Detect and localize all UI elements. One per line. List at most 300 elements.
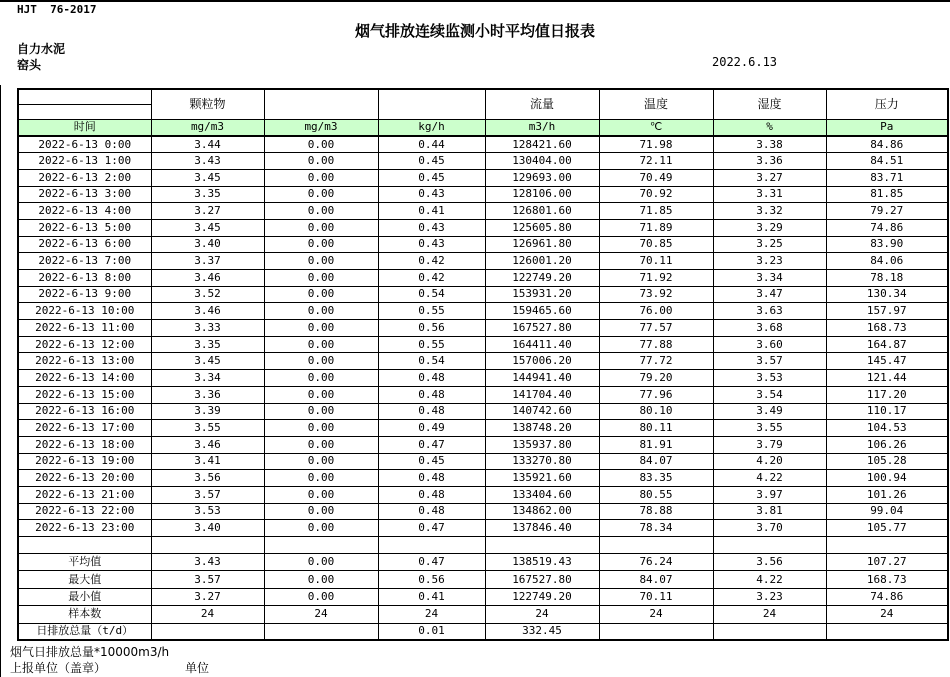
unit-time: 时间 [18,119,151,136]
cell: 0.00 [264,320,378,337]
cell: 0.00 [264,453,378,470]
cell: 164.87 [826,336,948,353]
header-flow: 流量 [485,89,599,119]
cell: 71.89 [599,219,713,236]
cell: 0.01 [378,623,485,640]
cell: 3.60 [713,336,826,353]
cell: 3.57 [151,571,264,588]
cell: 3.46 [151,270,264,287]
cell [826,537,948,554]
cell: 153931.20 [485,286,599,303]
cell: 2022-6-13 14:00 [18,370,151,387]
cell: 3.33 [151,320,264,337]
cell: 77.57 [599,320,713,337]
cell: 2022-6-13 5:00 [18,219,151,236]
cell: 0.45 [378,169,485,186]
cell: 122749.20 [485,588,599,605]
unit-m3h: m3/h [485,119,599,136]
cell: 3.44 [151,136,264,153]
header-time-top-cell [18,89,151,104]
cell: 2022-6-13 19:00 [18,453,151,470]
cell: 24 [378,606,485,623]
table-row [18,153,948,170]
cell: 4.22 [713,470,826,487]
cell: 日排放总量（t/d） [18,623,151,640]
cell: 0.00 [264,403,378,420]
cell: 2022-6-13 7:00 [18,253,151,270]
cell: 73.92 [599,286,713,303]
cell [713,623,826,640]
cell: 110.17 [826,403,948,420]
cell: 70.11 [599,588,713,605]
table-row [18,253,948,270]
cell: 3.34 [713,270,826,287]
cell: 80.11 [599,420,713,437]
cell: 0.48 [378,486,485,503]
unit-mgm3-2: mg/m3 [264,119,378,136]
cell: 0.55 [378,303,485,320]
cell: 3.34 [151,370,264,387]
summary-row [18,571,948,588]
cell: 2022-6-13 15:00 [18,386,151,403]
cell: 24 [713,606,826,623]
table-row [18,320,948,337]
cell: 3.27 [713,169,826,186]
summary-row [18,588,948,605]
cell: 84.86 [826,136,948,153]
report-date: 2022.6.13 [712,55,778,69]
cell: 2022-6-13 2:00 [18,169,151,186]
monitor-point-name: 窑头 [17,58,42,72]
cell: 164411.40 [485,336,599,353]
cell: 3.37 [151,253,264,270]
cell: 0.00 [264,136,378,153]
cell: 130404.00 [485,153,599,170]
page-left-edge-line [0,85,1,677]
cell: 24 [599,606,713,623]
cell: 71.85 [599,203,713,220]
cell: 70.92 [599,186,713,203]
table-row [18,503,948,520]
summary-row [18,554,948,571]
cell: 3.27 [151,588,264,605]
cell: 144941.40 [485,370,599,387]
cell: 0.00 [264,503,378,520]
cell [264,623,378,640]
cell: 0.41 [378,588,485,605]
table-row [18,303,948,320]
cell: 3.54 [713,386,826,403]
cell: 3.23 [713,253,826,270]
cell: 0.00 [264,286,378,303]
cell: 3.46 [151,436,264,453]
cell: 24 [485,606,599,623]
cell: 83.90 [826,236,948,253]
cell: 0.47 [378,554,485,571]
cell: 3.41 [151,453,264,470]
header-pressure: 压力 [826,89,948,119]
cell: 135937.80 [485,436,599,453]
cell: 2022-6-13 0:00 [18,136,151,153]
cell: 样本数 [18,606,151,623]
cell: 2022-6-13 12:00 [18,336,151,353]
cell: 2022-6-13 3:00 [18,186,151,203]
cell: 80.55 [599,486,713,503]
cell: 最小值 [18,588,151,605]
cell: 2022-6-13 6:00 [18,236,151,253]
cell: 0.45 [378,153,485,170]
cell: 84.51 [826,153,948,170]
cell: 168.73 [826,320,948,337]
cell: 3.29 [713,219,826,236]
cell: 最大值 [18,571,151,588]
cell: 3.49 [713,403,826,420]
cell: 0.47 [378,520,485,537]
cell: 105.28 [826,453,948,470]
cell: 2022-6-13 13:00 [18,353,151,370]
footnote-total-emission: 烟气日排放总量*10000m3/h [10,645,170,659]
cell: 79.20 [599,370,713,387]
cell: 3.79 [713,436,826,453]
cell: 0.42 [378,253,485,270]
cell: 0.48 [378,503,485,520]
cell: 0.48 [378,386,485,403]
cell: 77.72 [599,353,713,370]
cell: 2022-6-13 9:00 [18,286,151,303]
cell: 0.00 [264,571,378,588]
cell [599,537,713,554]
cell: 128421.60 [485,136,599,153]
cell: 105.77 [826,520,948,537]
cell: 0.00 [264,520,378,537]
header-particulate-col2 [264,89,378,119]
cell: 0.41 [378,203,485,220]
cell: 3.53 [151,503,264,520]
cell [18,537,151,554]
cell: 3.68 [713,320,826,337]
table-row [18,453,948,470]
cell: 3.63 [713,303,826,320]
table-row [18,486,948,503]
cell: 74.86 [826,588,948,605]
cell: 84.07 [599,571,713,588]
cell: 2022-6-13 16:00 [18,403,151,420]
cell: 167527.80 [485,571,599,588]
cell: 168.73 [826,571,948,588]
cell: 2022-6-13 4:00 [18,203,151,220]
cell: 128106.00 [485,186,599,203]
table-row [18,236,948,253]
top-border-line [0,0,950,2]
cell: 77.88 [599,336,713,353]
cell: 3.52 [151,286,264,303]
cell: 3.57 [713,353,826,370]
cell: 138519.43 [485,554,599,571]
cell: 0.42 [378,270,485,287]
summary-row [18,623,948,640]
cell: 83.71 [826,169,948,186]
cell: 0.00 [264,186,378,203]
unit-row [18,119,948,136]
cell: 0.45 [378,453,485,470]
cell: 3.40 [151,520,264,537]
table-row [18,436,948,453]
cell: 137846.40 [485,520,599,537]
cell: 70.85 [599,236,713,253]
cell: 77.96 [599,386,713,403]
cell: 106.26 [826,436,948,453]
cell: 71.92 [599,270,713,287]
cell: 3.55 [713,420,826,437]
cell: 121.44 [826,370,948,387]
cell: 24 [826,606,948,623]
header-emission-rate [378,89,485,119]
cell: 81.85 [826,186,948,203]
cell: 80.10 [599,403,713,420]
cell [264,537,378,554]
table-row [18,470,948,487]
cell: 0.55 [378,336,485,353]
cell: 0.47 [378,436,485,453]
table-row [18,169,948,186]
cell: 126001.20 [485,253,599,270]
table-row [18,370,948,387]
cell: 3.36 [713,153,826,170]
cell: 4.22 [713,571,826,588]
table-row [18,286,948,303]
cell: 0.00 [264,203,378,220]
report-table [17,88,949,641]
header-humidity: 湿度 [713,89,826,119]
cell: 0.48 [378,470,485,487]
table-row [18,520,948,537]
cell: 0.00 [264,588,378,605]
cell: 0.00 [264,420,378,437]
cell: 141704.40 [485,386,599,403]
cell: 3.36 [151,386,264,403]
cell: 0.56 [378,320,485,337]
cell: 140742.60 [485,403,599,420]
cell: 72.11 [599,153,713,170]
report-title: 烟气排放连续监测小时平均值日报表 [354,22,595,40]
cell: 0.00 [264,219,378,236]
cell: 0.43 [378,186,485,203]
cell: 145.47 [826,353,948,370]
unit-mgm3-1: mg/m3 [151,119,264,136]
cell: 3.31 [713,186,826,203]
cell: 0.00 [264,436,378,453]
cell: 133404.60 [485,486,599,503]
cell: 3.25 [713,236,826,253]
cell: 3.27 [151,203,264,220]
cell: 0.00 [264,370,378,387]
cell [151,623,264,640]
cell: 3.97 [713,486,826,503]
cell: 3.45 [151,169,264,186]
cell: 2022-6-13 20:00 [18,470,151,487]
unit-pa: Pa [826,119,948,136]
cell: 0.00 [264,336,378,353]
cell: 0.49 [378,420,485,437]
cell: 125605.80 [485,219,599,236]
cell: 2022-6-13 17:00 [18,420,151,437]
cell: 76.00 [599,303,713,320]
footnote-unit-label: 单位 [185,661,210,675]
cell: 84.06 [826,253,948,270]
cell: 0.00 [264,253,378,270]
cell: 0.00 [264,153,378,170]
cell: 3.55 [151,420,264,437]
cell: 117.20 [826,386,948,403]
unit-percent: % [713,119,826,136]
cell: 3.45 [151,353,264,370]
cell: 104.53 [826,420,948,437]
table-row [18,353,948,370]
cell: 2022-6-13 10:00 [18,303,151,320]
cell: 3.38 [713,136,826,153]
cell: 3.70 [713,520,826,537]
cell: 0.48 [378,403,485,420]
cell: 平均值 [18,554,151,571]
header-temperature: 温度 [599,89,713,119]
cell: 0.00 [264,386,378,403]
cell: 2022-6-13 22:00 [18,503,151,520]
cell [485,537,599,554]
cell: 78.88 [599,503,713,520]
cell: 3.46 [151,303,264,320]
cell: 4.20 [713,453,826,470]
cell [713,537,826,554]
cell: 3.47 [713,286,826,303]
cell: 3.43 [151,153,264,170]
cell: 133270.80 [485,453,599,470]
cell: 2022-6-13 23:00 [18,520,151,537]
cell: 0.00 [264,486,378,503]
cell: 0.00 [264,554,378,571]
cell: 0.48 [378,370,485,387]
cell: 0.43 [378,236,485,253]
cell: 130.34 [826,286,948,303]
table-row [18,336,948,353]
cell: 157006.20 [485,353,599,370]
cell: 0.00 [264,236,378,253]
cell: 101.26 [826,486,948,503]
cell: 3.45 [151,219,264,236]
cell: 159465.60 [485,303,599,320]
cell: 3.35 [151,186,264,203]
summary-row [18,606,948,623]
cell: 3.57 [151,486,264,503]
cell: 0.00 [264,303,378,320]
table-row [18,219,948,236]
cell: 79.27 [826,203,948,220]
cell [151,537,264,554]
cell: 2022-6-13 8:00 [18,270,151,287]
standard-code: HJT 76-2017 [17,3,97,16]
unit-celsius: ℃ [599,119,713,136]
cell: 0.00 [264,169,378,186]
cell: 3.56 [151,470,264,487]
cell: 0.56 [378,571,485,588]
cell: 76.24 [599,554,713,571]
cell: 2022-6-13 1:00 [18,153,151,170]
cell: 100.94 [826,470,948,487]
cell: 24 [151,606,264,623]
cell: 71.98 [599,136,713,153]
cell: 0.54 [378,286,485,303]
cell: 122749.20 [485,270,599,287]
cell: 24 [264,606,378,623]
cell: 2022-6-13 11:00 [18,320,151,337]
cell: 3.43 [151,554,264,571]
cell: 0.00 [264,353,378,370]
cell: 3.32 [713,203,826,220]
cell: 0.43 [378,219,485,236]
unit-kgh: kg/h [378,119,485,136]
cell: 332.45 [485,623,599,640]
cell: 2022-6-13 18:00 [18,436,151,453]
cell: 78.34 [599,520,713,537]
cell: 0.00 [264,470,378,487]
cell: 0.54 [378,353,485,370]
table-row [18,386,948,403]
cell [378,537,485,554]
cell: 3.56 [713,554,826,571]
cell: 2022-6-13 21:00 [18,486,151,503]
cell: 129693.00 [485,169,599,186]
cell: 0.00 [264,270,378,287]
cell: 134862.00 [485,503,599,520]
table-row [18,203,948,220]
cell: 0.44 [378,136,485,153]
footnote-reporting-unit: 上报单位（盖章） [10,661,107,675]
cell: 126801.60 [485,203,599,220]
spacer-row [18,537,948,554]
cell: 3.53 [713,370,826,387]
cell: 3.35 [151,336,264,353]
cell: 78.18 [826,270,948,287]
cell: 81.91 [599,436,713,453]
cell: 99.04 [826,503,948,520]
cell: 83.35 [599,470,713,487]
table-row [18,420,948,437]
cell: 107.27 [826,554,948,571]
cell: 70.49 [599,169,713,186]
table-row [18,403,948,420]
cell: 126961.80 [485,236,599,253]
cell [599,623,713,640]
table-row [18,186,948,203]
header-particulate: 颗粒物 [151,89,264,119]
table-row [18,136,948,153]
cell: 135921.60 [485,470,599,487]
cell [826,623,948,640]
cell: 84.07 [599,453,713,470]
cell: 138748.20 [485,420,599,437]
cell: 167527.80 [485,320,599,337]
header-time-bottom-cell [18,104,151,119]
cell: 157.97 [826,303,948,320]
cell: 3.23 [713,588,826,605]
table-row [18,270,948,287]
cell: 70.11 [599,253,713,270]
cell: 3.39 [151,403,264,420]
company-name: 自力水泥 [17,42,66,56]
cell: 74.86 [826,219,948,236]
cell: 3.40 [151,236,264,253]
param-header-row [18,89,948,104]
cell: 3.81 [713,503,826,520]
